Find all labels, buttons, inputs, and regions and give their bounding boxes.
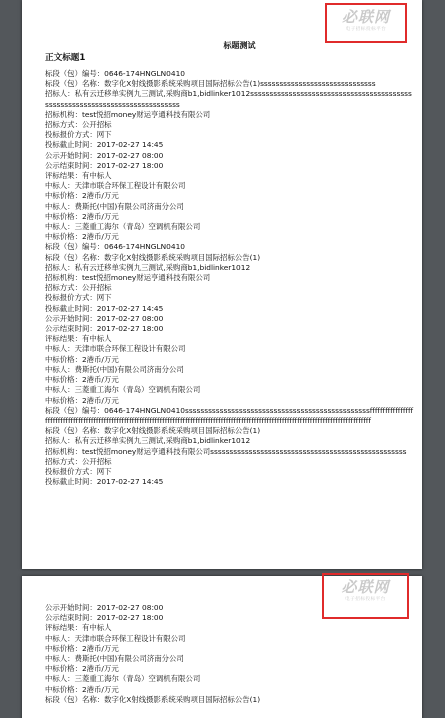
page-2-lines: [45, 603, 414, 705]
document-line: 中标价格：2港币/万元: [45, 375, 119, 385]
watermark-main-text: 必联网: [341, 8, 390, 26]
document-line: 招标方式：公开招标: [45, 120, 112, 130]
document-line: 公示结束时间：2017-02-27 18:00: [45, 160, 164, 170]
document-line: 招标人：私有云迁移单实例九三测试,采购商b1,bidlinker1012: [45, 262, 251, 272]
document-line: 中标价格：2港币/万元: [45, 232, 119, 242]
watermark-sub-text: 电子招标投标平台: [345, 597, 386, 602]
document-title: 标题测试: [223, 41, 256, 50]
document-line: 招标方式：公开招标: [45, 456, 112, 466]
document-line: 中标人：天津市联合环保工程设计有限公司: [45, 633, 186, 643]
document-page-1: [22, 0, 422, 569]
document-line: 公示开始时间：2017-02-27 08:00: [45, 603, 164, 612]
document-line: 中标价格：2港币/万元: [45, 354, 119, 364]
document-line: 投标截止时间：2017-02-27 14:45: [45, 303, 164, 313]
document-line: 标段（包）名称：数字化X射线摄影系统采购项目国际招标公告(1): [45, 694, 261, 704]
document-line: 招标机构：test悦招money财运亨通科技有限公司: [45, 109, 211, 119]
document-line: 招标方式：公开招标: [45, 283, 112, 293]
document-line: 中标人：三菱重工海尔（青岛）空调机有限公司: [45, 674, 201, 684]
document-line: 标段（包）名称：数字化X射线摄影系统采购项目国际招标公告(1)ssssssssssssssssssssssssssssss: [45, 79, 376, 89]
document-line: 评标结果：有中标人: [45, 334, 112, 344]
document-line: 中标人：费斯托(中国)有限公司济南分公司: [45, 201, 184, 211]
document-line: 评标结果：有中标人: [45, 171, 112, 181]
document-line: 中标人：三菱重工海尔（青岛）空调机有限公司: [45, 222, 201, 232]
page-1-content: [45, 40, 414, 561]
watermark-sub-text: 电子招标投标平台: [345, 27, 387, 32]
document-line: 评标结果：有中标人: [45, 623, 112, 633]
document-line: 公示开始时间：2017-02-27 08:00: [45, 150, 164, 160]
document-line: 公示结束时间：2017-02-27 18:00: [45, 613, 164, 623]
document-line: 投标报价方式：网下: [45, 130, 112, 140]
document-line: 标段（包）编号：0646-174HNGLN0410: [45, 69, 185, 78]
document-line: 投标报价方式：网下: [45, 466, 112, 476]
document-line: 中标价格：2港币/万元: [45, 191, 119, 201]
document-page-2: [22, 576, 422, 718]
document-line: 中标人：天津市联合环保工程设计有限公司: [45, 344, 186, 354]
document-line: 中标价格：2港币/万元: [45, 395, 119, 405]
page-2-content: [45, 603, 414, 718]
document-line: 公示开始时间：2017-02-27 08:00: [45, 313, 164, 323]
document-line: 招标人：私有云迁移单实例九三测试,采购商b1,bidlinker1012: [45, 436, 251, 446]
document-line: 投标截止时间：2017-02-27 14:45: [45, 477, 164, 487]
document-line: 中标价格：2港币/万元: [45, 211, 119, 221]
document-line: 招标人：私有云迁移单实例九三测试,采购商b1,bidlinker1012sssssssssssssssssssssssssssssssssssssssssssssssssssssssssssssssssssssssssssss: [45, 89, 412, 109]
document-line: 中标价格：2港币/万元: [45, 684, 119, 694]
document-line: 中标人：天津市联合环保工程设计有限公司: [45, 181, 186, 191]
document-line: 中标价格：2港币/万元: [45, 664, 119, 674]
watermark-highlight-box: [325, 3, 407, 43]
document-line: 中标价格：2港币/万元: [45, 643, 119, 653]
document-line: 招标机构：test悦招money财运亨通科技有限公司: [45, 273, 211, 283]
document-line: 投标报价方式：网下: [45, 293, 112, 303]
document-line: 标段（包）编号：0646-174HNGLN0410: [45, 242, 185, 252]
page-1-lines: [45, 69, 414, 487]
section-heading: 正文标题1: [45, 53, 86, 63]
document-line: 公示结束时间：2017-02-27 18:00: [45, 324, 164, 334]
document-line: 标段（包）编号：0646-174HNGLN0410ssssssssssssssssssssssssssssssssssssssssssssssssfffffffffffffffffffffffffffffffffffffffffffffffffffffffffffffffffffffffffffffffffffffffffffffffffffffffffffffffffffffffffffffffffffffffffffffffff: [45, 405, 414, 425]
bidlink-logo-watermark: [331, 8, 401, 38]
document-line: 招标机构：test悦招money财运亨通科技有限公司sssssssssssssssssssssssssssssssssssssssssssssssssss: [45, 446, 407, 456]
document-line: 标段（包）名称：数字化X射线摄影系统采购项目国际招标公告(1): [45, 252, 261, 262]
document-line: 中标人：三菱重工海尔（青岛）空调机有限公司: [45, 385, 201, 395]
document-line: 投标截止时间：2017-02-27 14:45: [45, 140, 164, 150]
document-line: 中标人：费斯托(中国)有限公司济南分公司: [45, 654, 184, 664]
document-line: 标段（包）名称：数字化X射线摄影系统采购项目国际招标公告(1): [45, 426, 261, 436]
document-line: 中标人：费斯托(中国)有限公司济南分公司: [45, 364, 184, 374]
watermark-main-text: 必联网: [341, 578, 390, 596]
